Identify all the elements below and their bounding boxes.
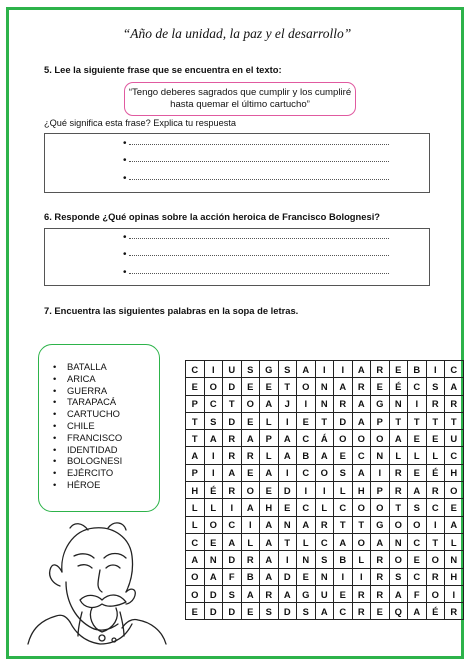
grid-cell[interactable]: I bbox=[315, 361, 334, 378]
motto-heading: “Año de la unidad, la paz y el desarrollo” bbox=[122, 26, 352, 41]
word-list-item bbox=[53, 478, 122, 491]
grid-cell[interactable]: D bbox=[278, 482, 297, 499]
word-text: BATALLA bbox=[67, 361, 107, 372]
grid-cell[interactable]: I bbox=[445, 585, 464, 602]
grid-cell[interactable]: R bbox=[352, 585, 371, 602]
word-text: HÉROE bbox=[67, 478, 101, 490]
grid-cell[interactable]: E bbox=[334, 585, 353, 602]
grid-cell[interactable]: S bbox=[223, 585, 242, 602]
grid-cell[interactable]: E bbox=[297, 412, 316, 429]
question-7-title: 7. Encuentra las siguientes palabras en la sopa de letras. bbox=[44, 305, 299, 316]
grid-cell[interactable]: A bbox=[352, 464, 371, 481]
grid-cell[interactable]: E bbox=[297, 568, 316, 585]
grid-cell[interactable]: A bbox=[278, 430, 297, 447]
grid-cell[interactable]: R bbox=[334, 395, 353, 412]
bullet: • bbox=[123, 138, 127, 149]
grid-cell[interactable]: O bbox=[186, 568, 205, 585]
word-list-item bbox=[53, 384, 122, 397]
grid-cell[interactable]: R bbox=[371, 585, 390, 602]
grid-cell[interactable]: O bbox=[204, 378, 223, 395]
grid-cell[interactable]: E bbox=[389, 361, 408, 378]
grid-cell[interactable]: D bbox=[223, 412, 242, 429]
grid-row bbox=[186, 533, 464, 550]
grid-cell[interactable]: R bbox=[426, 568, 445, 585]
grid-cell[interactable]: R bbox=[389, 464, 408, 481]
grid-cell[interactable]: I bbox=[278, 551, 297, 568]
grid-cell[interactable]: R bbox=[371, 361, 390, 378]
grid-cell[interactable]: L bbox=[445, 533, 464, 550]
grid-row bbox=[186, 516, 464, 533]
grid-cell[interactable]: O bbox=[204, 516, 223, 533]
grid-row bbox=[186, 482, 464, 499]
grid-cell[interactable]: S bbox=[297, 603, 316, 620]
grid-cell[interactable]: O bbox=[371, 499, 390, 516]
grid-cell[interactable]: O bbox=[241, 482, 260, 499]
grid-cell[interactable]: B bbox=[334, 551, 353, 568]
grid-cell[interactable]: S bbox=[241, 361, 260, 378]
grid-cell[interactable]: I bbox=[204, 361, 223, 378]
grid-cell[interactable]: N bbox=[315, 378, 334, 395]
grid-cell[interactable]: A bbox=[315, 447, 334, 464]
grid-cell[interactable]: E bbox=[371, 603, 390, 620]
grid-cell[interactable]: T bbox=[334, 516, 353, 533]
word-text: CARTUCHO bbox=[67, 408, 120, 420]
grid-cell[interactable]: O bbox=[445, 482, 464, 499]
grid-cell[interactable]: É bbox=[426, 603, 445, 620]
grid-cell[interactable]: I bbox=[241, 516, 260, 533]
grid-cell[interactable]: L bbox=[334, 482, 353, 499]
grid-row bbox=[186, 551, 464, 568]
grid-cell[interactable]: C bbox=[445, 447, 464, 464]
grid-cell[interactable]: D bbox=[278, 603, 297, 620]
grid-cell[interactable]: I bbox=[278, 464, 297, 481]
grid-cell[interactable]: A bbox=[334, 533, 353, 550]
grid-cell[interactable]: I bbox=[426, 361, 445, 378]
grid-cell[interactable]: A bbox=[204, 568, 223, 585]
grid-cell[interactable]: E bbox=[408, 430, 427, 447]
grid-cell[interactable]: L bbox=[352, 551, 371, 568]
grid-cell[interactable]: A bbox=[389, 585, 408, 602]
grid-cell[interactable]: T bbox=[186, 412, 205, 429]
grid-cell[interactable]: N bbox=[315, 568, 334, 585]
grid-row bbox=[186, 499, 464, 516]
grid-cell[interactable]: L bbox=[241, 533, 260, 550]
grid-cell[interactable]: I bbox=[334, 568, 353, 585]
question-5-title: 5. Lee la siguiente frase que se encuentra en el texto: bbox=[44, 64, 282, 75]
grid-row bbox=[186, 395, 464, 412]
grid-cell[interactable]: T bbox=[186, 430, 205, 447]
grid-cell[interactable]: A bbox=[371, 533, 390, 550]
grid-cell[interactable]: B bbox=[241, 568, 260, 585]
grid-cell[interactable]: C bbox=[223, 516, 242, 533]
answer-line[interactable] bbox=[123, 155, 389, 166]
grid-cell[interactable]: I bbox=[426, 516, 445, 533]
grid-cell[interactable]: L bbox=[260, 447, 279, 464]
grid-cell[interactable]: A bbox=[241, 585, 260, 602]
grid-cell[interactable]: D bbox=[204, 585, 223, 602]
grid-cell[interactable]: I bbox=[204, 447, 223, 464]
grid-cell[interactable]: I bbox=[297, 482, 316, 499]
grid-cell[interactable]: I bbox=[297, 395, 316, 412]
word-text: FRANCISCO bbox=[67, 431, 123, 443]
grid-row bbox=[186, 430, 464, 447]
grid-cell[interactable]: E bbox=[426, 430, 445, 447]
grid-cell[interactable]: C bbox=[334, 499, 353, 516]
grid-cell[interactable]: C bbox=[445, 361, 464, 378]
grid-cell[interactable]: Á bbox=[315, 430, 334, 447]
grid-cell[interactable]: C bbox=[408, 568, 427, 585]
grid-cell[interactable]: A bbox=[223, 464, 242, 481]
grid-row bbox=[186, 361, 464, 378]
grid-cell[interactable]: N bbox=[389, 533, 408, 550]
grid-cell[interactable]: F bbox=[408, 585, 427, 602]
grid-cell[interactable]: L bbox=[297, 533, 316, 550]
word-text: TARAPACÁ bbox=[67, 396, 117, 408]
grid-cell[interactable]: L bbox=[426, 447, 445, 464]
bullet: • bbox=[123, 267, 127, 278]
bullet: • bbox=[53, 372, 57, 384]
grid-cell[interactable]: T bbox=[278, 533, 297, 550]
answer-line[interactable] bbox=[123, 173, 389, 184]
word-list-item bbox=[53, 443, 122, 456]
grid-cell[interactable]: A bbox=[186, 447, 205, 464]
grid-row bbox=[186, 378, 464, 395]
grid-cell[interactable]: O bbox=[297, 378, 316, 395]
grid-cell[interactable]: P bbox=[371, 412, 390, 429]
word-list bbox=[53, 361, 123, 491]
grid-row bbox=[186, 412, 464, 429]
grid-cell[interactable]: L bbox=[260, 412, 279, 429]
grid-cell[interactable]: O bbox=[389, 551, 408, 568]
quote-box bbox=[124, 82, 356, 116]
grid-cell[interactable]: D bbox=[278, 568, 297, 585]
grid-cell[interactable]: C bbox=[315, 533, 334, 550]
grid-cell[interactable]: O bbox=[315, 464, 334, 481]
grid-cell[interactable]: L bbox=[186, 516, 205, 533]
answer-box-6 bbox=[44, 228, 430, 286]
grid-cell[interactable]: G bbox=[371, 395, 390, 412]
grid-cell[interactable]: N bbox=[297, 551, 316, 568]
quote-line-2: hasta quemar el último cartucho” bbox=[170, 99, 310, 110]
grid-cell[interactable]: R bbox=[223, 430, 242, 447]
grid-cell[interactable]: E bbox=[371, 378, 390, 395]
grid-cell[interactable]: T bbox=[315, 412, 334, 429]
grid-cell[interactable]: R bbox=[223, 482, 242, 499]
grid-cell[interactable]: C bbox=[297, 430, 316, 447]
grid-cell[interactable]: C bbox=[204, 395, 223, 412]
bullet: • bbox=[53, 467, 57, 479]
grid-cell[interactable]: E bbox=[260, 378, 279, 395]
grid-cell[interactable]: G bbox=[371, 516, 390, 533]
grid-cell[interactable]: S bbox=[260, 603, 279, 620]
grid-cell[interactable]: L bbox=[389, 447, 408, 464]
grid-cell[interactable]: O bbox=[334, 430, 353, 447]
grid-cell[interactable]: A bbox=[389, 430, 408, 447]
grid-cell[interactable]: D bbox=[334, 412, 353, 429]
grid-cell[interactable]: R bbox=[426, 482, 445, 499]
grid-row bbox=[186, 568, 464, 585]
word-list-item bbox=[53, 408, 122, 420]
bullet: • bbox=[53, 384, 57, 396]
word-list-item bbox=[53, 467, 122, 479]
grid-cell[interactable]: R bbox=[352, 603, 371, 620]
grid-cell[interactable]: N bbox=[204, 551, 223, 568]
question-5-ask: ¿Qué significa esta frase? Explica tu respuesta bbox=[44, 118, 237, 128]
bullet: • bbox=[123, 155, 127, 166]
word-text: GUERRA bbox=[67, 384, 108, 396]
grid-cell[interactable]: T bbox=[389, 499, 408, 516]
grid-cell[interactable]: I bbox=[334, 361, 353, 378]
grid-cell[interactable]: I bbox=[352, 568, 371, 585]
word-text: EJÉRCITO bbox=[67, 467, 114, 479]
word-list-item bbox=[53, 396, 122, 408]
grid-cell[interactable]: A bbox=[445, 378, 464, 395]
grid-cell[interactable]: R bbox=[445, 395, 464, 412]
grid-cell[interactable]: S bbox=[334, 464, 353, 481]
bullet: • bbox=[53, 419, 57, 431]
grid-cell[interactable]: E bbox=[186, 378, 205, 395]
grid-cell[interactable]: A bbox=[352, 412, 371, 429]
grid-cell[interactable]: É bbox=[389, 378, 408, 395]
grid-cell[interactable]: O bbox=[352, 499, 371, 516]
answer-line[interactable] bbox=[123, 138, 389, 149]
word-list-item bbox=[53, 361, 122, 373]
grid-cell[interactable]: E bbox=[260, 482, 279, 499]
grid-cell[interactable]: P bbox=[186, 395, 205, 412]
bullet: • bbox=[53, 431, 57, 443]
grid-cell[interactable]: E bbox=[241, 378, 260, 395]
grid-cell[interactable]: S bbox=[389, 568, 408, 585]
question-6-title: 6. Responde ¿Qué opinas sobre la acción heroica de Francisco Bolognesi? bbox=[44, 211, 381, 222]
bullet: • bbox=[53, 396, 57, 408]
grid-cell[interactable]: C bbox=[334, 603, 353, 620]
grid-cell[interactable]: D bbox=[223, 551, 242, 568]
grid-cell[interactable]: A bbox=[260, 533, 279, 550]
grid-cell[interactable]: S bbox=[204, 412, 223, 429]
grid-cell[interactable]: A bbox=[241, 430, 260, 447]
grid-cell[interactable]: R bbox=[371, 551, 390, 568]
bullet: • bbox=[123, 173, 127, 184]
grid-cell[interactable]: R bbox=[223, 447, 242, 464]
grid-cell[interactable]: A bbox=[241, 499, 260, 516]
grid-cell[interactable]: F bbox=[223, 568, 242, 585]
grid-cell[interactable]: R bbox=[445, 603, 464, 620]
grid-cell[interactable]: P bbox=[186, 464, 205, 481]
bullet: • bbox=[53, 455, 57, 467]
grid-cell[interactable]: O bbox=[186, 585, 205, 602]
word-list-box bbox=[38, 344, 160, 512]
grid-cell[interactable]: A bbox=[260, 516, 279, 533]
grid-cell[interactable]: P bbox=[371, 482, 390, 499]
grid-cell[interactable]: C bbox=[186, 533, 205, 550]
grid-cell[interactable]: N bbox=[315, 395, 334, 412]
bolognesi-portrait bbox=[22, 512, 172, 652]
grid-cell[interactable]: E bbox=[334, 447, 353, 464]
grid-cell[interactable]: H bbox=[186, 482, 205, 499]
grid-cell[interactable]: O bbox=[426, 551, 445, 568]
grid-cell[interactable]: S bbox=[278, 361, 297, 378]
bullet: • bbox=[53, 408, 57, 420]
grid-cell[interactable]: R bbox=[260, 585, 279, 602]
grid-cell[interactable]: D bbox=[223, 378, 242, 395]
word-text: IDENTIDAD bbox=[67, 443, 118, 455]
grid-cell[interactable]: I bbox=[371, 464, 390, 481]
grid-cell[interactable]: S bbox=[426, 378, 445, 395]
grid-cell[interactable]: P bbox=[260, 430, 279, 447]
grid-cell[interactable]: U bbox=[223, 361, 242, 378]
grid-cell[interactable]: T bbox=[223, 395, 242, 412]
grid-cell[interactable]: É bbox=[204, 482, 223, 499]
quote-line-1: “Tengo deberes sagrados que cumplir y los cumpliré bbox=[128, 87, 352, 98]
grid-cell[interactable]: O bbox=[389, 516, 408, 533]
grid-cell[interactable]: O bbox=[352, 533, 371, 550]
grid-cell[interactable]: R bbox=[241, 551, 260, 568]
answer-line[interactable] bbox=[123, 267, 389, 278]
grid-cell[interactable]: U bbox=[315, 585, 334, 602]
grid-cell[interactable]: N bbox=[445, 551, 464, 568]
grid-cell[interactable]: N bbox=[389, 395, 408, 412]
grid-cell[interactable]: I bbox=[408, 395, 427, 412]
grid-cell[interactable]: A bbox=[204, 430, 223, 447]
grid-cell[interactable]: R bbox=[241, 447, 260, 464]
grid-cell[interactable]: O bbox=[371, 430, 390, 447]
grid-cell[interactable]: G bbox=[297, 585, 316, 602]
grid-cell[interactable]: D bbox=[223, 603, 242, 620]
answer-line[interactable] bbox=[123, 249, 389, 260]
grid-cell[interactable]: A bbox=[260, 551, 279, 568]
grid-cell[interactable]: E bbox=[186, 603, 205, 620]
grid-row bbox=[186, 603, 464, 620]
grid-cell[interactable]: C bbox=[352, 447, 371, 464]
grid-cell[interactable]: L bbox=[315, 499, 334, 516]
grid-cell[interactable]: U bbox=[445, 430, 464, 447]
grid-cell[interactable]: A bbox=[186, 551, 205, 568]
grid-cell[interactable]: H bbox=[445, 464, 464, 481]
grid-cell[interactable]: T bbox=[278, 378, 297, 395]
grid-cell[interactable]: Q bbox=[389, 603, 408, 620]
answer-box-5 bbox=[44, 133, 430, 193]
word-list-item bbox=[53, 419, 122, 432]
grid-cell[interactable]: R bbox=[352, 378, 371, 395]
word-search-grid bbox=[185, 360, 464, 620]
grid-cell[interactable]: C bbox=[426, 499, 445, 516]
grid-cell[interactable]: I bbox=[278, 412, 297, 429]
grid-cell[interactable]: N bbox=[371, 447, 390, 464]
grid-cell[interactable]: C bbox=[297, 499, 316, 516]
grid-cell[interactable]: R bbox=[315, 516, 334, 533]
grid-cell[interactable]: A bbox=[408, 603, 427, 620]
grid-cell[interactable]: B bbox=[408, 361, 427, 378]
grid-cell[interactable]: E bbox=[445, 499, 464, 516]
word-list-item bbox=[53, 372, 122, 385]
grid-cell[interactable]: C bbox=[186, 361, 205, 378]
grid-cell[interactable]: T bbox=[352, 516, 371, 533]
grid-row bbox=[186, 447, 464, 464]
grid-row bbox=[186, 464, 464, 481]
grid-cell[interactable]: T bbox=[445, 412, 464, 429]
grid-cell[interactable]: T bbox=[426, 412, 445, 429]
bullet: • bbox=[53, 361, 57, 372]
grid-cell[interactable]: E bbox=[278, 499, 297, 516]
grid-cell[interactable]: A bbox=[297, 516, 316, 533]
grid-cell[interactable]: R bbox=[389, 482, 408, 499]
grid-cell[interactable]: E bbox=[241, 603, 260, 620]
grid-cell[interactable]: E bbox=[408, 551, 427, 568]
grid-cell[interactable]: H bbox=[352, 482, 371, 499]
grid-cell[interactable]: S bbox=[408, 499, 427, 516]
grid-cell[interactable]: L bbox=[186, 499, 205, 516]
word-text: ARICA bbox=[67, 372, 96, 384]
grid-cell[interactable]: T bbox=[408, 412, 427, 429]
grid-row bbox=[186, 585, 464, 602]
grid-cell[interactable]: O bbox=[426, 585, 445, 602]
grid-cell[interactable]: A bbox=[334, 378, 353, 395]
grid-cell[interactable]: H bbox=[445, 568, 464, 585]
grid-cell[interactable]: R bbox=[426, 395, 445, 412]
grid-cell[interactable]: A bbox=[352, 395, 371, 412]
grid-cell[interactable]: L bbox=[408, 447, 427, 464]
bullet: • bbox=[123, 249, 127, 260]
bullet: • bbox=[53, 478, 57, 490]
word-list-item bbox=[53, 455, 123, 467]
word-text: BOLOGNESI bbox=[67, 455, 123, 467]
grid-cell[interactable]: L bbox=[204, 499, 223, 516]
grid-cell[interactable]: A bbox=[260, 395, 279, 412]
grid-cell[interactable]: A bbox=[445, 516, 464, 533]
grid-cell[interactable]: N bbox=[278, 516, 297, 533]
bullet: • bbox=[123, 232, 127, 243]
grid-cell[interactable]: A bbox=[352, 361, 371, 378]
grid-cell[interactable]: É bbox=[426, 464, 445, 481]
grid-cell[interactable]: T bbox=[389, 412, 408, 429]
grid-cell[interactable]: A bbox=[315, 603, 334, 620]
grid-cell[interactable]: B bbox=[297, 447, 316, 464]
grid-cell[interactable]: A bbox=[260, 464, 279, 481]
grid-cell[interactable]: D bbox=[204, 603, 223, 620]
grid-cell[interactable]: I bbox=[223, 499, 242, 516]
answer-line[interactable] bbox=[123, 232, 389, 243]
grid-cell[interactable]: E bbox=[408, 464, 427, 481]
grid-cell[interactable]: S bbox=[315, 551, 334, 568]
grid-cell[interactable]: C bbox=[408, 533, 427, 550]
grid-cell[interactable]: A bbox=[297, 361, 316, 378]
grid-cell[interactable]: I bbox=[315, 482, 334, 499]
bullet: • bbox=[53, 443, 57, 455]
grid-cell[interactable]: R bbox=[371, 568, 390, 585]
word-list-item bbox=[53, 431, 123, 444]
grid-cell[interactable]: H bbox=[260, 499, 279, 516]
grid-cell[interactable]: C bbox=[297, 464, 316, 481]
grid-cell[interactable]: A bbox=[223, 533, 242, 550]
grid-cell[interactable]: C bbox=[408, 378, 427, 395]
grid-cell[interactable]: A bbox=[260, 568, 279, 585]
word-text: CHILE bbox=[67, 419, 95, 431]
grid-cell[interactable]: A bbox=[278, 447, 297, 464]
grid-cell[interactable]: A bbox=[408, 482, 427, 499]
grid-cell[interactable]: A bbox=[278, 585, 297, 602]
grid-cell[interactable]: O bbox=[352, 430, 371, 447]
grid-cell[interactable]: J bbox=[278, 395, 297, 412]
grid-cell[interactable]: E bbox=[241, 464, 260, 481]
grid-cell[interactable]: G bbox=[260, 361, 279, 378]
grid-cell[interactable]: T bbox=[426, 533, 445, 550]
grid-cell[interactable]: E bbox=[204, 533, 223, 550]
grid-cell[interactable]: I bbox=[204, 464, 223, 481]
grid-cell[interactable]: O bbox=[241, 395, 260, 412]
grid-cell[interactable]: E bbox=[241, 412, 260, 429]
grid-cell[interactable]: O bbox=[408, 516, 427, 533]
